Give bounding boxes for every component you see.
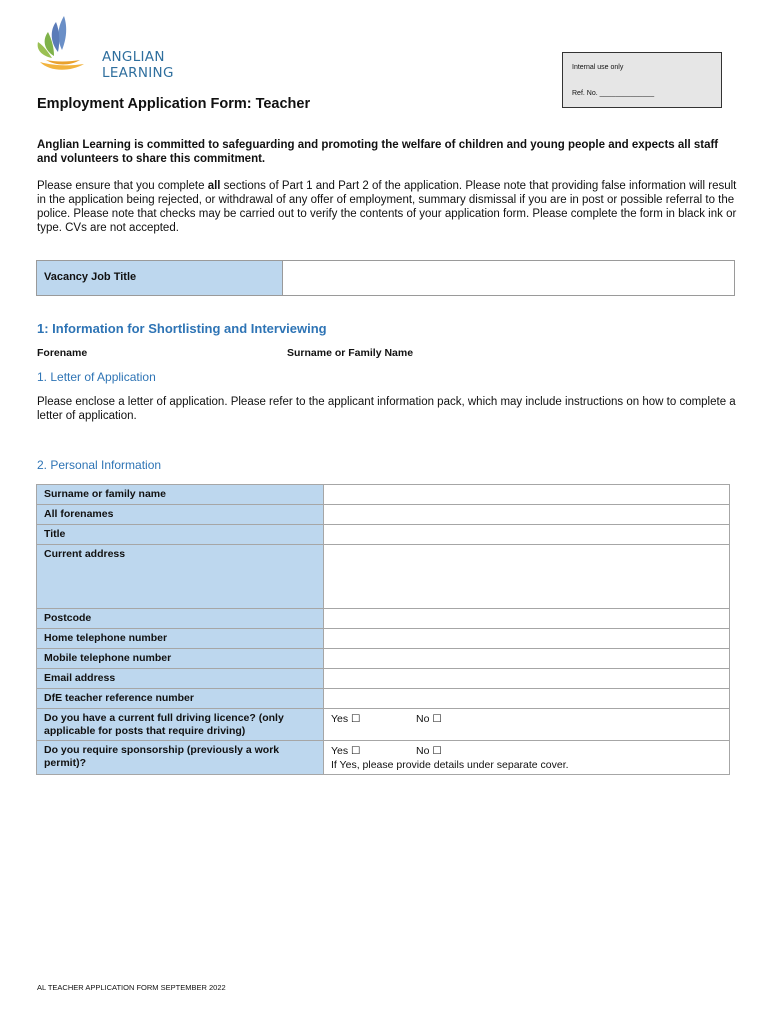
surname-field[interactable] bbox=[324, 485, 730, 505]
personal-information-heading: 2. Personal Information bbox=[37, 458, 162, 472]
table-row bbox=[37, 709, 730, 741]
forename-label: Forename bbox=[37, 347, 88, 359]
dfe-reference-row-label: DfE teacher reference number bbox=[37, 689, 324, 709]
table-row bbox=[37, 669, 730, 689]
table-row bbox=[37, 505, 730, 525]
driving-licence-options bbox=[324, 709, 730, 741]
page-footer: AL TEACHER APPLICATION FORM SEPTEMBER 2022 bbox=[37, 983, 226, 992]
home-phone-row-label: Home telephone number bbox=[37, 629, 324, 649]
vacancy-job-title-field[interactable] bbox=[283, 261, 734, 295]
driving-licence-row-label: Do you have a current full driving licence? (only applicable for posts that require driving) bbox=[37, 709, 324, 741]
logo-text: ANGLIAN LEARNING bbox=[102, 49, 174, 81]
table-row bbox=[37, 629, 730, 649]
surname-row-label: Surname or family name bbox=[37, 485, 324, 505]
postcode-field[interactable] bbox=[324, 609, 730, 629]
logo-leaf-icon bbox=[34, 12, 104, 74]
dfe-reference-field[interactable] bbox=[324, 689, 730, 709]
forenames-row-label: All forenames bbox=[37, 505, 324, 525]
letter-of-application-text: Please enclose a letter of application. Please refer to the applicant information pack, which may include instructions on how to complete a letter of application. bbox=[37, 396, 736, 422]
sponsorship-options bbox=[324, 741, 730, 775]
sponsorship-note: If Yes, please provide details under separate cover. bbox=[331, 759, 569, 771]
postcode-row-label: Postcode bbox=[37, 609, 324, 629]
table-row bbox=[37, 689, 730, 709]
table-row bbox=[37, 741, 730, 775]
address-row-label: Current address bbox=[37, 545, 324, 609]
driving-licence-no-checkbox[interactable]: No ☐ bbox=[416, 713, 442, 725]
sponsorship-no-checkbox[interactable]: No ☐ bbox=[416, 745, 442, 757]
sponsorship-yes-checkbox[interactable]: Yes ☐ bbox=[331, 745, 361, 757]
vacancy-job-title-label: Vacancy Job Title bbox=[37, 261, 283, 295]
surname-label: Surname or Family Name bbox=[287, 347, 414, 359]
driving-licence-yes-checkbox[interactable]: Yes ☐ bbox=[331, 713, 361, 725]
forenames-field[interactable] bbox=[324, 505, 730, 525]
letter-of-application-heading: 1. Letter of Application bbox=[37, 370, 156, 384]
instructions-post: sections of Part 1 and Part 2 of the application. Please note that providing false information will result in the application being rejected, or withdrawal of any offer of employment, summary dismissal if you are in post or possible referral to the police. Please note that checks may be carried out to verify the contents of your application form. Please complete the form in black ink or type. CVs are not accepted. bbox=[37, 180, 737, 234]
email-field[interactable] bbox=[324, 669, 730, 689]
table-row bbox=[37, 545, 730, 609]
table-row bbox=[37, 525, 730, 545]
instructions-bold: all bbox=[207, 180, 221, 192]
table-row bbox=[37, 649, 730, 669]
vacancy-job-title-row bbox=[36, 260, 735, 296]
safeguarding-statement: Anglian Learning is committed to safeguarding and promoting the welfare of children and young people and expects all staff and volunteers to share this commitment. bbox=[37, 139, 719, 165]
mobile-phone-row-label: Mobile telephone number bbox=[37, 649, 324, 669]
instructions-paragraph bbox=[37, 179, 737, 235]
section-1-heading: 1: Information for Shortlisting and Interviewing bbox=[37, 321, 327, 336]
mobile-phone-field[interactable] bbox=[324, 649, 730, 669]
ref-number-label: Ref. No. ______________ bbox=[572, 90, 655, 97]
email-row-label: Email address bbox=[37, 669, 324, 689]
anglian-learning-logo bbox=[34, 12, 224, 81]
table-row bbox=[37, 609, 730, 629]
personal-information-table bbox=[36, 484, 730, 775]
title-row-label: Title bbox=[37, 525, 324, 545]
internal-use-label: Internal use only bbox=[572, 64, 624, 71]
internal-use-box bbox=[562, 52, 722, 108]
home-phone-field[interactable] bbox=[324, 629, 730, 649]
table-row bbox=[37, 485, 730, 505]
page-title: Employment Application Form: Teacher bbox=[37, 96, 311, 112]
sponsorship-row-label: Do you require sponsorship (previously a work permit)? bbox=[37, 741, 324, 775]
title-field[interactable] bbox=[324, 525, 730, 545]
instructions-pre: Please ensure that you complete bbox=[37, 180, 208, 192]
address-field[interactable] bbox=[324, 545, 730, 609]
